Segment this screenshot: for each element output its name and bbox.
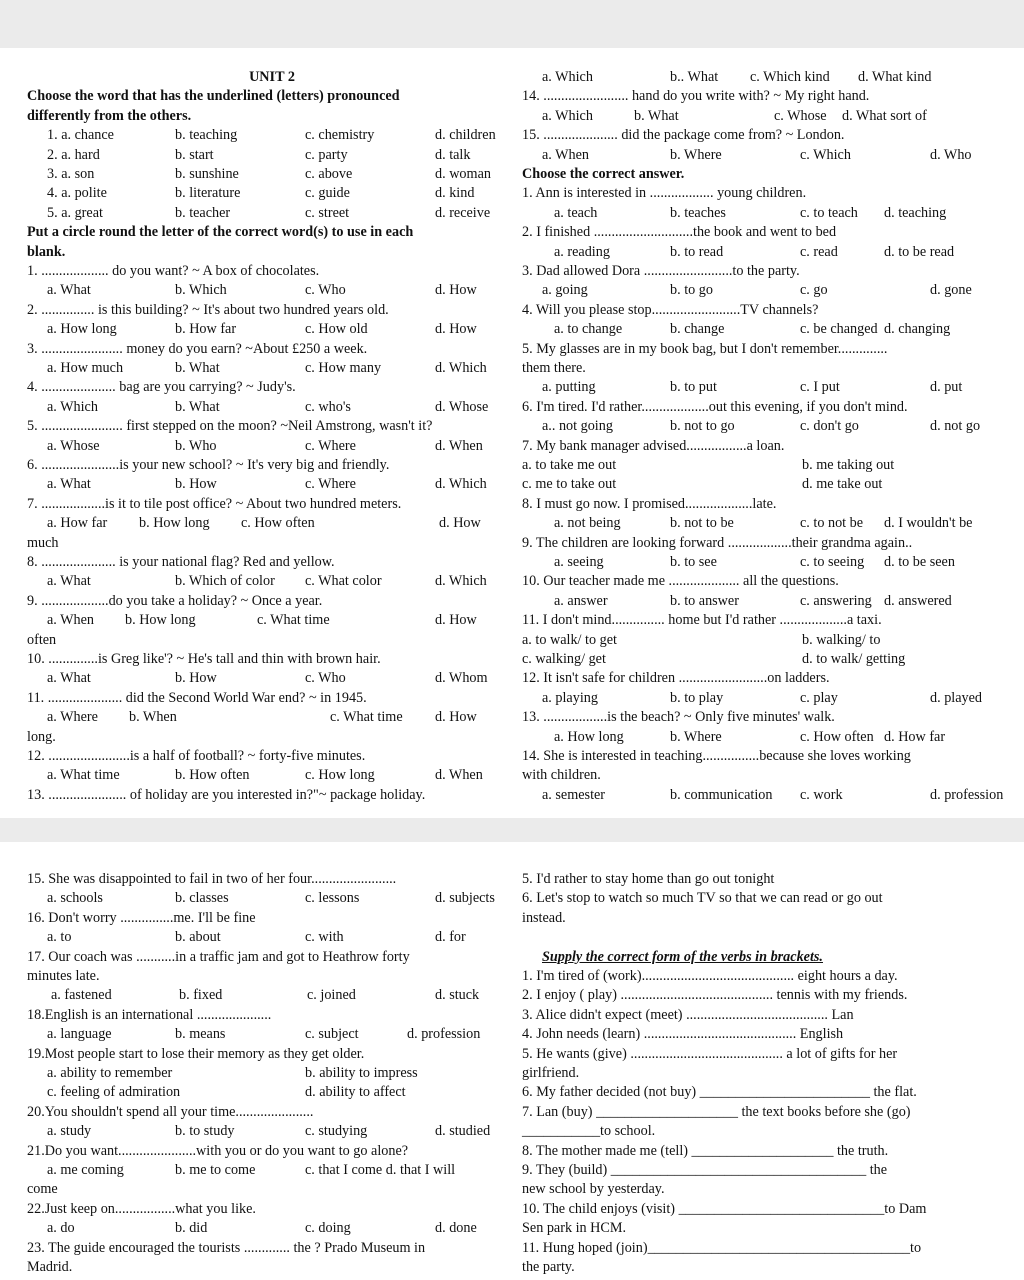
answer-option[interactable]: c. Who bbox=[305, 670, 346, 687]
question-line: 20.You shouldn't spend all your time...................... bbox=[27, 1103, 314, 1120]
answer-option[interactable]: c. What time bbox=[257, 612, 330, 629]
worksheet-page-2 bbox=[0, 842, 1024, 1280]
answer-option[interactable]: a. When bbox=[47, 612, 95, 629]
question-line: with children. bbox=[522, 767, 601, 784]
answer-option[interactable]: d. profession bbox=[407, 1026, 481, 1043]
section-heading: differently from the others. bbox=[27, 107, 192, 124]
question-line: 10. Our teacher made me .................... all the questions. bbox=[522, 573, 839, 590]
answer-option[interactable]: b. literature bbox=[175, 185, 241, 202]
answer-option[interactable]: c. feeling of admiration bbox=[47, 1084, 181, 1101]
answer-option[interactable]: a. Whose bbox=[47, 437, 100, 454]
answer-option[interactable]: d. How bbox=[435, 612, 477, 629]
answer-option[interactable]: b. Where bbox=[670, 728, 722, 745]
answer-option[interactable]: a. fastened bbox=[51, 987, 112, 1004]
question-line: instead. bbox=[522, 909, 566, 926]
answer-option[interactable]: a. seeing bbox=[554, 554, 604, 570]
question-line: 7. ..................is it to tile post office? ~ About two hundred meters. bbox=[27, 495, 402, 512]
question-line: 21.Do you want......................with you or do you want to go alone? bbox=[27, 1142, 409, 1159]
answer-option[interactable]: a. How long bbox=[47, 321, 117, 338]
answer-option[interactable]: c. walking/ get bbox=[522, 651, 606, 667]
answer-option[interactable]: b. not to be bbox=[670, 515, 734, 532]
answer-option[interactable]: d. to be read bbox=[884, 243, 955, 260]
answer-option[interactable]: d. What sort of bbox=[842, 107, 927, 124]
answer-option[interactable]: c. Which kind bbox=[750, 69, 830, 85]
answer-option[interactable]: b. Which of color bbox=[175, 573, 275, 590]
question-line: 11. ..................... did the Second World War end? ~ in 1945. bbox=[27, 689, 367, 706]
answer-option[interactable]: a. What bbox=[47, 670, 91, 687]
answer-option[interactable]: d. Whom bbox=[435, 670, 488, 687]
answer-option[interactable]: d. put bbox=[930, 379, 963, 396]
question-line: Madrid. bbox=[27, 1259, 73, 1275]
answer-option[interactable]: b. How far bbox=[175, 321, 237, 338]
answer-option[interactable]: b. teaching bbox=[175, 127, 238, 144]
answer-option[interactable]: b. to go bbox=[670, 282, 713, 299]
answer-option[interactable]: a. to change bbox=[554, 321, 623, 338]
question-line: the party. bbox=[522, 1259, 575, 1275]
answer-option[interactable]: b. not to go bbox=[670, 418, 735, 435]
answer-option[interactable]: a. answer bbox=[554, 592, 608, 609]
answer-option[interactable]: a. playing bbox=[542, 689, 598, 706]
answer-option[interactable]: a. When bbox=[542, 146, 590, 163]
answer-option[interactable]: b. How bbox=[175, 476, 217, 493]
answer-option[interactable]: b. Where bbox=[670, 146, 722, 163]
answer-option[interactable]: b.. What bbox=[670, 69, 719, 85]
answer-option[interactable]: a. language bbox=[47, 1026, 112, 1043]
answer-option[interactable]: c. How long bbox=[305, 767, 375, 784]
answer-option[interactable]: d. Which bbox=[435, 360, 487, 376]
question-line: 7. My bank manager advised.................a loan. bbox=[522, 437, 785, 454]
answer-option[interactable]: c. that I come d. that I will bbox=[305, 1162, 456, 1178]
question-line: long. bbox=[27, 728, 56, 745]
answer-option[interactable]: b. communication bbox=[670, 786, 773, 803]
answer-option[interactable]: b. to see bbox=[670, 554, 717, 570]
answer-option[interactable]: a. Which bbox=[47, 398, 98, 415]
answer-option[interactable]: d. What kind bbox=[858, 69, 932, 85]
answer-option[interactable]: c. I put bbox=[800, 379, 840, 396]
answer-option[interactable]: b. fixed bbox=[179, 987, 223, 1004]
answer-option[interactable]: d. kind bbox=[435, 185, 475, 202]
answer-option[interactable]: a. semester bbox=[542, 786, 606, 803]
question-line: 9. ...................do you take a holiday? ~ Once a year. bbox=[27, 592, 323, 609]
answer-option[interactable]: b. ability to impress bbox=[305, 1065, 418, 1081]
answer-option[interactable]: b. classes bbox=[175, 890, 229, 907]
answer-option[interactable]: b. Who bbox=[175, 437, 217, 454]
question-line: 15. ..................... did the package come from? ~ London. bbox=[522, 127, 845, 144]
answer-option[interactable]: b. to study bbox=[175, 1123, 235, 1140]
question-line: 6. I'm tired. I'd rather...................out this evening, if you don't mind. bbox=[522, 398, 908, 415]
question-line: 23. The guide encouraged the tourists ............. the ? Prado Museum in bbox=[27, 1239, 426, 1256]
question-line: 5. He wants (give) ........................................... a lot of gifts for her bbox=[522, 1045, 898, 1062]
answer-option[interactable]: d. Whose bbox=[435, 398, 489, 415]
answer-option[interactable]: b. start bbox=[175, 146, 214, 163]
answer-option[interactable]: d. woman bbox=[435, 166, 491, 182]
answer-option[interactable]: b. to put bbox=[670, 379, 717, 396]
section-heading: Choose the correct answer. bbox=[522, 166, 685, 182]
answer-option[interactable]: b. about bbox=[175, 929, 221, 946]
answer-option[interactable]: d. gone bbox=[930, 282, 972, 299]
question-line: new school by yesterday. bbox=[522, 1181, 665, 1198]
answer-option[interactable]: a. teach bbox=[554, 204, 598, 221]
answer-option[interactable]: a. How much bbox=[47, 360, 124, 376]
question-line: 11. I don't mind............... home but I'd rather ...................a taxi. bbox=[522, 612, 882, 629]
question-line: 17. Our coach was ...........in a traffic jam and got to Heathrow forty bbox=[27, 948, 410, 965]
answer-option[interactable]: c. answering bbox=[800, 592, 872, 609]
answer-option[interactable]: c. party bbox=[305, 146, 348, 163]
question-line: 3. Dad allowed Dora .........................to the party. bbox=[522, 263, 800, 279]
answer-option[interactable]: a. What bbox=[47, 573, 91, 590]
answer-option[interactable]: 3. a. son bbox=[47, 166, 95, 182]
question-line: 5. I'd rather to stay home than go out tonight bbox=[522, 871, 775, 887]
answer-option[interactable]: c. who's bbox=[305, 398, 351, 415]
answer-option[interactable]: b. How bbox=[175, 670, 217, 687]
answer-option[interactable]: b. me taking out bbox=[802, 457, 895, 473]
answer-option[interactable]: a. to bbox=[47, 929, 72, 946]
answer-option[interactable]: c. studying bbox=[305, 1123, 368, 1140]
question-line: come bbox=[27, 1181, 58, 1198]
answer-option[interactable]: a. to take me out bbox=[522, 457, 617, 473]
worksheet-page-1 bbox=[0, 48, 1024, 818]
question-line: 8. I must go now. I promised...................late. bbox=[522, 495, 777, 512]
answer-option[interactable]: a. What bbox=[47, 282, 91, 299]
answer-option[interactable]: d. How bbox=[435, 709, 477, 726]
answer-option[interactable]: b. did bbox=[175, 1220, 208, 1237]
section-heading: UNIT 2 bbox=[249, 69, 295, 85]
answer-option[interactable]: d. children bbox=[435, 127, 496, 144]
answer-option[interactable]: b. to read bbox=[670, 243, 724, 260]
answer-option[interactable]: a.. not going bbox=[542, 418, 613, 435]
answer-option[interactable]: c. Who bbox=[305, 282, 346, 299]
answer-option[interactable]: c. doing bbox=[305, 1220, 351, 1237]
question-line: 12. It isn't safe for children .........................on ladders. bbox=[522, 670, 830, 687]
answer-option[interactable]: c. chemistry bbox=[305, 127, 375, 144]
answer-option[interactable]: 2. a. hard bbox=[47, 146, 100, 163]
answer-option[interactable]: b. Which bbox=[175, 282, 227, 299]
question-line: 22.Just keep on.................what you like. bbox=[27, 1200, 256, 1217]
answer-option[interactable]: a. ability to remember bbox=[47, 1065, 173, 1081]
answer-option[interactable]: c. How often bbox=[241, 515, 315, 532]
background-band bbox=[0, 0, 1024, 48]
question-line: 12. .......................is a half of football? ~ forty-five minutes. bbox=[27, 748, 366, 764]
answer-option[interactable]: b. teaches bbox=[670, 204, 726, 221]
question-line: 3. Alice didn't expect (meet) ........................................ Lan bbox=[522, 1006, 854, 1023]
answer-option[interactable]: d. me take out bbox=[802, 476, 883, 493]
answer-option[interactable]: a. going bbox=[542, 282, 588, 299]
question-line: 9. They (build) ____________________________________ the bbox=[522, 1162, 888, 1178]
question-line: 1. ................... do you want? ~ A box of chocolates. bbox=[27, 263, 320, 279]
answer-option[interactable]: b. sunshine bbox=[175, 166, 239, 182]
answer-option[interactable]: b. teacher bbox=[175, 204, 231, 221]
answer-option[interactable]: a. reading bbox=[554, 243, 610, 260]
question-line: 8. The mother made me (tell) ____________________ the truth. bbox=[522, 1142, 889, 1159]
answer-option[interactable]: c. What color bbox=[305, 573, 382, 590]
answer-option[interactable]: d. When bbox=[435, 767, 483, 784]
answer-option[interactable]: c. with bbox=[305, 929, 344, 946]
section-heading: Supply the correct form of the verbs in brackets. bbox=[542, 948, 823, 965]
answer-option[interactable]: c. to teach bbox=[800, 204, 858, 221]
answer-option[interactable]: d. changing bbox=[884, 321, 951, 338]
question-line: 14. She is interested in teaching................because she loves working bbox=[522, 748, 911, 764]
question-line: 6. Let's stop to watch so much TV so that we can read or go out bbox=[522, 890, 883, 907]
answer-option[interactable]: d. ability to affect bbox=[305, 1084, 406, 1101]
answer-option[interactable]: a. Where bbox=[47, 709, 98, 726]
question-line: 18.English is an international ..................... bbox=[27, 1006, 272, 1023]
answer-option[interactable]: a. putting bbox=[542, 379, 596, 396]
question-line: 6. My father decided (not buy) ________________________ the flat. bbox=[522, 1084, 917, 1101]
question-line: often bbox=[27, 631, 57, 648]
answer-option[interactable]: a. What bbox=[47, 476, 91, 493]
answer-option[interactable]: c. Whose bbox=[774, 107, 827, 124]
question-line: 3. ....................... money do you earn? ~About £250 a week. bbox=[27, 340, 368, 357]
answer-option[interactable]: b. to answer bbox=[670, 592, 739, 609]
answer-option[interactable]: d. for bbox=[435, 929, 466, 946]
section-heading: blank. bbox=[27, 243, 66, 260]
answer-option[interactable]: c. don't go bbox=[800, 418, 859, 435]
answer-option[interactable]: c. go bbox=[800, 282, 828, 299]
answer-option[interactable]: d. Which bbox=[435, 476, 487, 493]
answer-option[interactable]: d. done bbox=[435, 1220, 477, 1237]
answer-option[interactable]: d. receive bbox=[435, 204, 491, 221]
answer-option[interactable]: d. subjects bbox=[435, 890, 495, 907]
section-heading: Put a circle round the letter of the correct word(s) to use in each bbox=[27, 224, 414, 241]
answer-option[interactable]: d. played bbox=[930, 689, 983, 706]
answer-option[interactable]: d. stuck bbox=[435, 987, 480, 1004]
question-line: 13. ..................is the beach? ~ Only five minutes' walk. bbox=[522, 709, 835, 726]
question-line: ___________to school. bbox=[522, 1123, 656, 1140]
answer-option[interactable]: d. to walk/ getting bbox=[802, 651, 906, 667]
answer-option[interactable]: b. When bbox=[129, 709, 177, 726]
answer-option[interactable]: d. I wouldn't be bbox=[884, 515, 973, 532]
question-line: 1. I'm tired of (work)........................................... eight hours a day. bbox=[522, 968, 898, 984]
answer-option[interactable]: a. schools bbox=[47, 890, 103, 907]
answer-option[interactable]: d. How bbox=[435, 282, 477, 299]
answer-option[interactable]: c. How many bbox=[305, 360, 382, 376]
question-line: 2. I enjoy ( play) ........................................... tennis with my friends. bbox=[522, 987, 908, 1004]
answer-option[interactable]: d. profession bbox=[930, 786, 1004, 803]
answer-option[interactable]: c. play bbox=[800, 689, 838, 706]
question-line: 8. ..................... is your national flag? Red and yellow. bbox=[27, 554, 335, 570]
answer-option[interactable]: d. When bbox=[435, 437, 483, 454]
question-line: 4. ..................... bag are you carrying? ~ Judy's. bbox=[27, 379, 296, 396]
question-line: 7. Lan (buy) ____________________ the text books before she (go) bbox=[522, 1103, 911, 1120]
question-line: Sen park in HCM. bbox=[522, 1220, 627, 1237]
answer-option[interactable]: 5. a. great bbox=[47, 204, 103, 221]
answer-option[interactable]: a. Which bbox=[542, 69, 593, 85]
answer-option[interactable]: d. teaching bbox=[884, 204, 947, 221]
question-line: 13. ...................... of holiday are you interested in?"~ package holiday. bbox=[27, 786, 426, 803]
answer-option[interactable]: b. walking/ to bbox=[802, 631, 881, 648]
answer-option[interactable]: a. How long bbox=[554, 728, 624, 745]
answer-option[interactable]: a. Which bbox=[542, 107, 593, 124]
question-line: 4. Will you please stop.........................TV channels? bbox=[522, 301, 819, 318]
question-line: 14. ........................ hand do you write with? ~ My right hand. bbox=[522, 88, 870, 105]
answer-option[interactable]: d. How bbox=[439, 515, 481, 532]
answer-option[interactable]: b. change bbox=[670, 321, 725, 338]
answer-option[interactable]: b. How often bbox=[175, 767, 250, 784]
answer-option[interactable]: c. to seeing bbox=[800, 554, 865, 570]
answer-option[interactable]: 1. a. chance bbox=[47, 127, 114, 144]
answer-option[interactable]: c. read bbox=[800, 243, 838, 260]
answer-option[interactable]: c. to not be bbox=[800, 515, 864, 532]
answer-option[interactable]: b. How long bbox=[125, 612, 196, 629]
answer-option[interactable]: c. be changed bbox=[800, 321, 878, 338]
answer-option[interactable]: c. subject bbox=[305, 1026, 359, 1043]
question-line: 6. ......................is your new school? ~ It's very big and friendly. bbox=[27, 457, 390, 473]
answer-option[interactable]: c. work bbox=[800, 786, 843, 803]
answer-option[interactable]: a. to walk/ to get bbox=[522, 631, 617, 648]
answer-option[interactable]: d. not go bbox=[930, 418, 981, 435]
answer-option[interactable]: b. to play bbox=[670, 689, 724, 706]
answer-option[interactable]: c. Where bbox=[305, 476, 356, 493]
question-line: 2. ............... is this building? ~ It's about two hundred years old. bbox=[27, 301, 389, 318]
answer-option[interactable]: b. What bbox=[175, 360, 220, 376]
answer-option[interactable]: a. do bbox=[47, 1220, 75, 1237]
answer-option[interactable]: d. to be seen bbox=[884, 554, 955, 570]
answer-option[interactable]: a. study bbox=[47, 1123, 92, 1140]
answer-option[interactable]: a. How far bbox=[47, 515, 108, 532]
answer-option[interactable]: c. joined bbox=[307, 987, 356, 1004]
answer-option[interactable]: d. answered bbox=[884, 592, 952, 609]
answer-option[interactable]: b. What bbox=[634, 107, 679, 124]
answer-option[interactable]: 4. a. polite bbox=[47, 185, 107, 202]
answer-option[interactable]: a. not being bbox=[554, 515, 621, 532]
answer-option[interactable]: c. Where bbox=[305, 437, 356, 454]
question-line: 11. Hung hoped (join)_____________________________________to bbox=[522, 1239, 922, 1256]
question-line: much bbox=[27, 534, 59, 551]
answer-option[interactable]: d. Who bbox=[930, 146, 972, 163]
answer-option[interactable]: b. What bbox=[175, 398, 220, 415]
question-line: 10. ..............is Greg like'? ~ He's tall and thin with brown hair. bbox=[27, 651, 381, 667]
question-line: 4. John needs (learn) ........................................... English bbox=[522, 1026, 844, 1043]
answer-option[interactable]: c. guide bbox=[305, 185, 350, 202]
section-heading: Choose the word that has the underlined (letters) pronounced bbox=[27, 88, 400, 105]
question-line: minutes late. bbox=[27, 968, 100, 984]
answer-option[interactable]: a. What time bbox=[47, 767, 120, 784]
answer-option[interactable]: c. me to take out bbox=[522, 476, 617, 493]
answer-option[interactable]: b. me to come bbox=[175, 1162, 256, 1178]
answer-option[interactable]: d. Which bbox=[435, 573, 487, 590]
answer-option[interactable]: c. lessons bbox=[305, 890, 360, 907]
answer-option[interactable]: b. How long bbox=[139, 515, 210, 532]
question-line: 5. ....................... first stepped on the moon? ~Neil Amstrong, wasn't it? bbox=[27, 418, 433, 435]
answer-option[interactable]: c. What time bbox=[330, 709, 403, 726]
answer-option[interactable]: d. How bbox=[435, 321, 477, 338]
question-line: 5. My glasses are in my book bag, but I don't remember.............. bbox=[522, 340, 888, 357]
answer-option[interactable]: d. talk bbox=[435, 146, 471, 163]
question-line: 15. She was disappointed to fail in two of her four........................ bbox=[27, 871, 397, 887]
answer-option[interactable]: d. studied bbox=[435, 1123, 491, 1140]
answer-option[interactable]: a. me coming bbox=[47, 1162, 124, 1178]
question-line: 9. The children are looking forward ..................their grandma again.. bbox=[522, 534, 913, 551]
answer-option[interactable]: c. Which bbox=[800, 146, 851, 163]
question-line: 2. I finished ............................the book and went to bed bbox=[522, 224, 837, 241]
answer-option[interactable]: c. above bbox=[305, 166, 353, 182]
question-line: 10. The child enjoys (visit) _____________________________to Dam bbox=[522, 1200, 927, 1217]
question-line: them there. bbox=[522, 360, 586, 376]
answer-option[interactable]: b. means bbox=[175, 1026, 226, 1043]
answer-option[interactable]: c. street bbox=[305, 204, 350, 221]
answer-option[interactable]: c. How often bbox=[800, 728, 874, 745]
answer-option[interactable]: c. How old bbox=[305, 321, 368, 338]
answer-option[interactable]: d. How far bbox=[884, 728, 946, 745]
question-line: 1. Ann is interested in .................. young children. bbox=[522, 185, 807, 202]
question-line: 19.Most people start to lose their memory as they get older. bbox=[27, 1045, 365, 1062]
question-line: girlfriend. bbox=[522, 1065, 580, 1081]
question-line: 16. Don't worry ...............me. I'll be fine bbox=[27, 909, 256, 926]
